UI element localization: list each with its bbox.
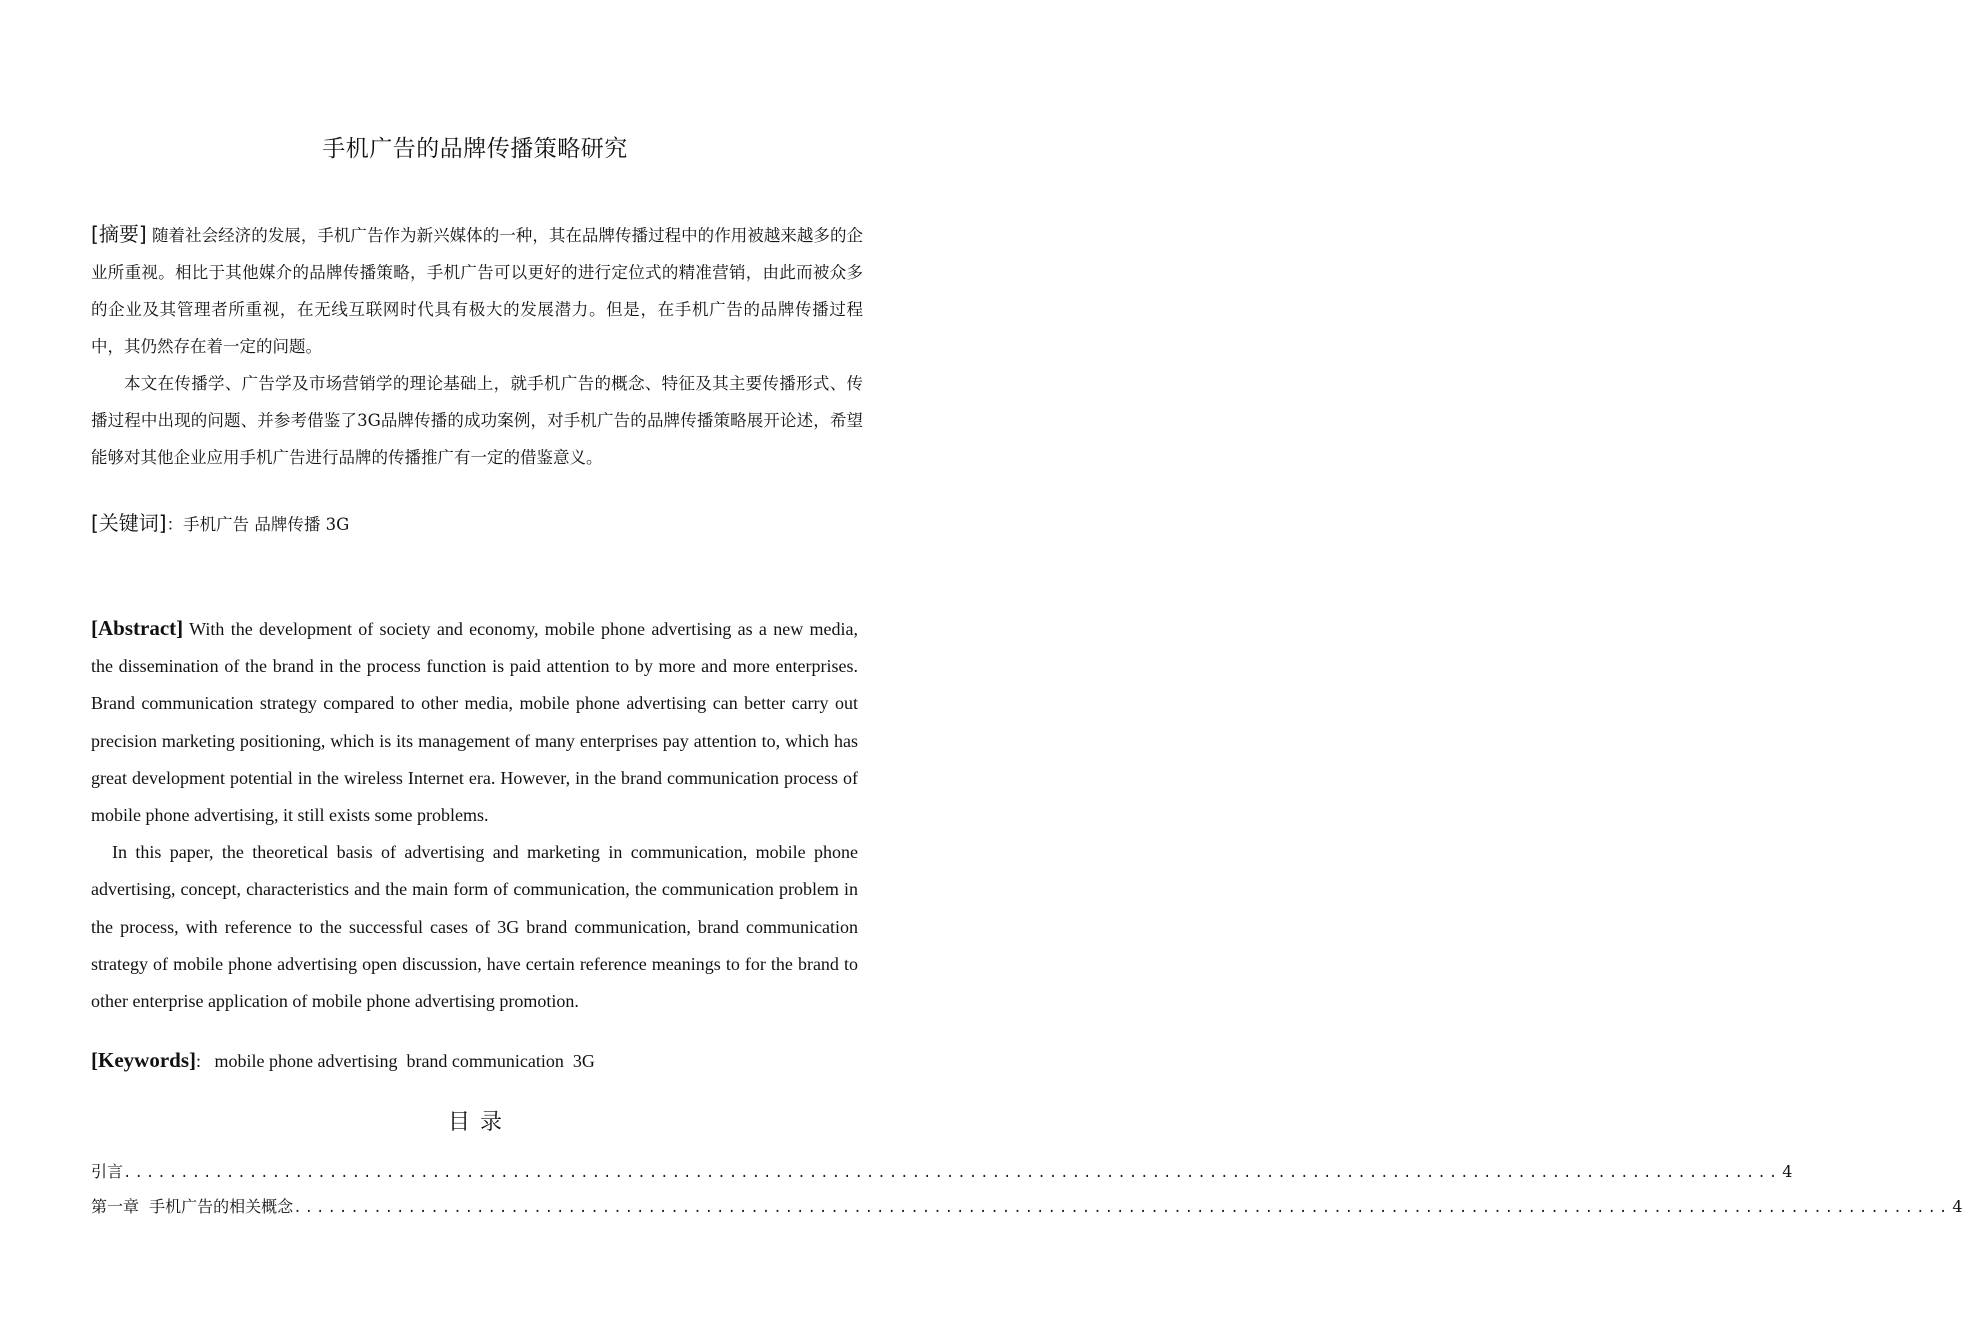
- toc-item[interactable]: [91, 1195, 1963, 1219]
- abstract-en: [91, 610, 858, 1020]
- toc-leader-dots: .................................................................................................................................................: [293, 1200, 1951, 1216]
- toc-item-label: 引言: [91, 1162, 124, 1181]
- abstract-en-para1: [91, 610, 858, 834]
- toc-leader-dots: .................................................................................................................................................: [123, 1165, 1781, 1181]
- toc-item-label: 第一章 手机广告的相关概念: [91, 1197, 294, 1216]
- keywords-en-label: [Keywords]: [91, 1048, 196, 1072]
- toc-item[interactable]: [91, 1160, 1793, 1184]
- abstract-cn-text1: 随着社会经济的发展，手机广告作为新兴媒体的一种，其在品牌传播过程中的作用被越来越多的企业所重视。相比于其他媒介的品牌传播策略，手机广告可以更好的进行定位式的精准营销，由此而被众多的企业及其管理者所重视，在无线互联网时代具有极大的发展潜力。但是，在手机广告的品牌传播过程中，其仍然存在着一定的问题。: [91, 226, 863, 356]
- keywords-en-text: : mobile phone advertising brand communication 3G: [195, 1051, 595, 1071]
- abstract-cn: [91, 216, 863, 476]
- toc-item-page: 4: [1782, 1162, 1793, 1181]
- toc-item-page: 4: [1952, 1197, 1963, 1216]
- keywords-en: [91, 1042, 858, 1080]
- keywords-cn-label: [关键词]: [91, 511, 167, 535]
- toc-title: 目录: [447, 1110, 512, 1135]
- abstract-cn-label: [摘要]: [91, 222, 147, 246]
- page-title: 手机广告的品牌传播策略研究: [322, 136, 628, 162]
- abstract-en-text1: With the development of society and economy, mobile phone advertising as a new media, the dissemination of the brand in the process function is paid attention to by more and more enterprises. Brand communication strategy compared to other media, mobile phone advertising can better carry out precision marketing positioning, which is its management of many enterprises pay attention to, which has great development potential in the wireless Internet era. However, in the brand communication process of mobile phone advertising, it still exists some problems.: [91, 619, 858, 826]
- abstract-cn-para1: [91, 216, 863, 365]
- keywords-cn-text: ：手机广告 品牌传播 3G: [166, 515, 350, 534]
- abstract-en-para2: In this paper, the theoretical basis of advertising and marketing in communication, mobile phone advertising, concept, characteristics and the main form of communication, the communication problem in the process, with reference to the successful cases of 3G brand communication, brand communication strategy of mobile phone advertising open discussion, have certain reference meanings to for the brand to other enterprise application of mobile phone advertising promotion.: [91, 842, 858, 1012]
- abstract-en-label: [Abstract]: [91, 616, 184, 640]
- abstract-cn-para2: 本文在传播学、广告学及市场营销学的理论基础上，就手机广告的概念、特征及其主要传播形式、传播过程中出现的问题、并参考借鉴了3G品牌传播的成功案例，对手机广告的品牌传播策略展开论述，希望能够对其他企业应用手机广告进行品牌的传播推广有一定的借鉴意义。: [91, 374, 863, 467]
- keywords-cn: [91, 505, 863, 543]
